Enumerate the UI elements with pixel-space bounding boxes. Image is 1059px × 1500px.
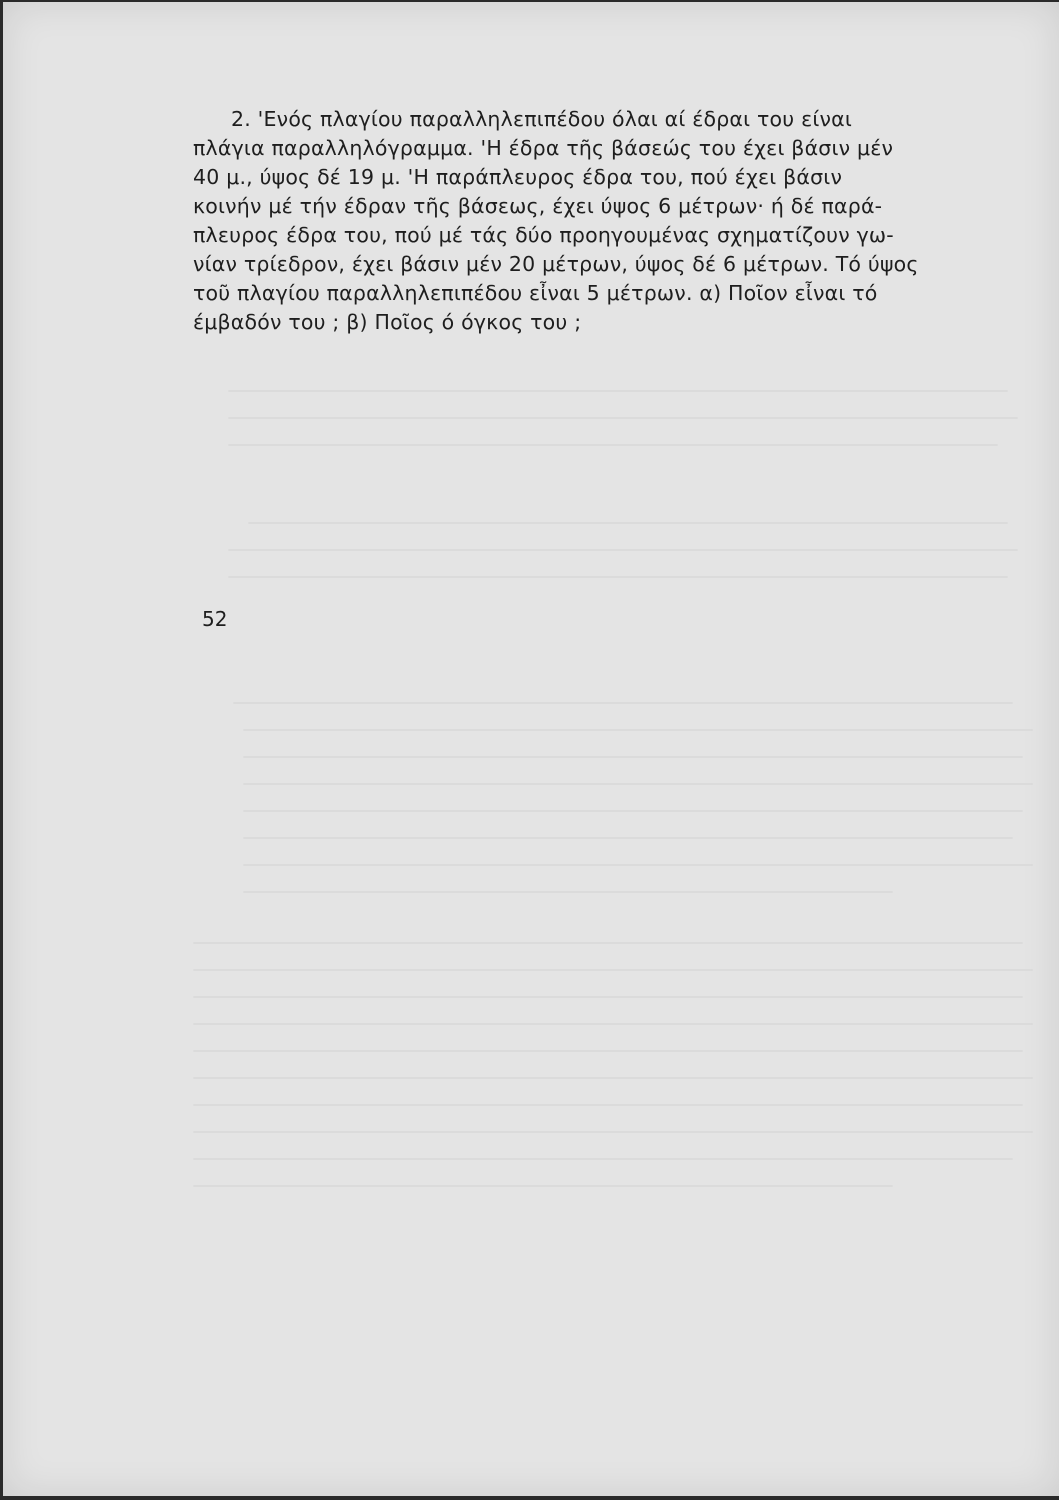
problem-line: 2. 'Ενός πλαγίου παραλληλεπιπέδου όλαι αί έδραι του είναι <box>231 107 852 131</box>
problem-line: πλάγια παραλληλόγραμμα. 'Η έδρα τῆς βάσεώς του έχει βάσιν μέν <box>193 136 894 160</box>
scanned-page <box>3 2 1059 1496</box>
problem-text <box>193 105 1059 337</box>
problem-line: έμβαδόν του ; β) Ποῖος ό όγκος του ; <box>193 310 582 334</box>
problem-line: πλευρος έδρα του, πού μέ τάς δύο προηγουμένας σχηματίζουν γω- <box>193 223 894 247</box>
page-number: 52 <box>202 607 228 631</box>
problem-line: κοινήν μέ τήν έδραν τῆς βάσεως, έχει ύψος 6 μέτρων· ή δέ παρά- <box>193 194 883 218</box>
problem-line: 40 μ., ύψος δέ 19 μ. 'Η παράπλευρος έδρα του, πού έχει βάσιν <box>193 165 843 189</box>
problem-line: τοῦ πλαγίου παραλληλεπιπέδου εἶναι 5 μέτρων. α) Ποῖον εἶναι τό <box>193 281 878 305</box>
problem-line: νίαν τρίεδρον, έχει βάσιν μέν 20 μέτρων, ύψος δέ 6 μέτρων. Τό ύψος <box>193 252 919 276</box>
